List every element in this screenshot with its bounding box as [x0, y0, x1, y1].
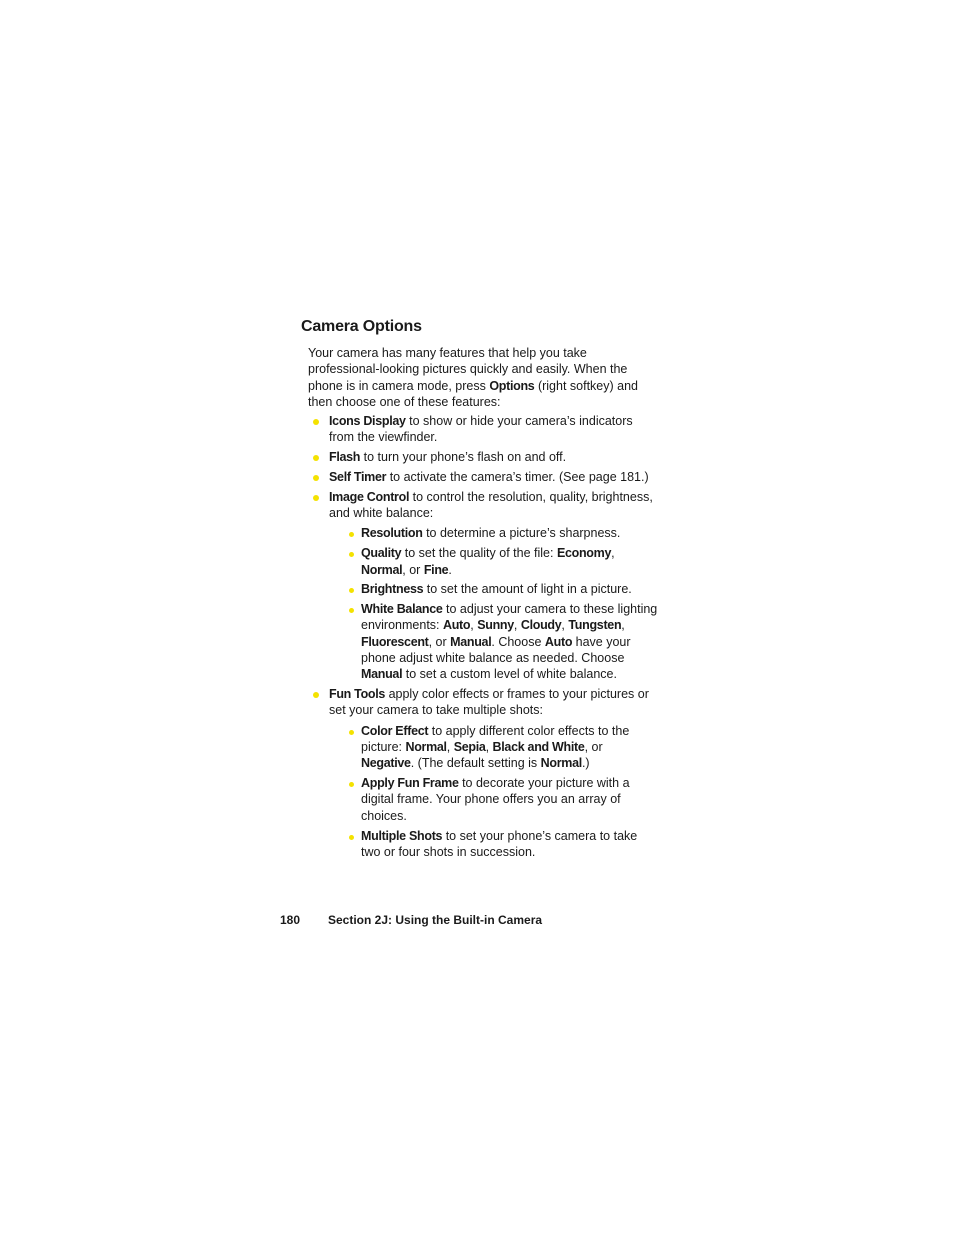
- sublist-item-color-effect: Color Effect to apply different color effects to the picture: Normal, Sepia, Black and White, or Negative. (The default setting is Normal.): [329, 723, 658, 772]
- section-heading: Camera Options: [301, 318, 422, 335]
- feature-list: [308, 413, 658, 860]
- sublist-item-apply-fun-frame: Apply Fun Frame to decorate your picture with a digital frame. Your phone offers you an array of choices.: [329, 775, 658, 824]
- sublist-item-white-balance: White Balance to adjust your camera to these lighting environments: Auto, Sunny, Cloudy, Tungsten, Fluorescent, or Manual. Choose Auto have your phone adjust white balance as needed. Choose Manual to set a custom level of white balance.: [329, 601, 658, 682]
- list-item-icons-display: Icons Display to show or hide your camera’s indicators from the viewfinder.: [308, 413, 658, 446]
- list-item-flash: Flash to turn your phone’s flash on and off.: [308, 449, 658, 465]
- sublist-item-quality: Quality to set the quality of the file: Economy, Normal, or Fine.: [329, 545, 658, 578]
- list-item-fun-tools: Fun Tools apply color effects or frames to your pictures or set your camera to take multiple shots: Color Effect to apply different color effects to the picture: Normal, Sepia, Black and White, or Negative. (The default setting is Normal.) Apply Fun Frame to decorate your picture with a digital frame. Your phone offers you an array of choices. Multiple Shots to set your phone’s camera to take two or four shots in succession.: [308, 686, 658, 860]
- image-control-sublist: [329, 525, 658, 682]
- page-number: 180: [280, 913, 301, 927]
- list-item-self-timer: Self Timer to activate the camera’s timer. (See page 181.): [308, 469, 658, 485]
- fun-tools-sublist: [329, 723, 658, 860]
- footer-section-title: Section 2J: Using the Built-in Camera: [328, 913, 543, 927]
- sublist-item-multiple-shots: Multiple Shots to set your phone’s camera to take two or four shots in succession.: [329, 828, 658, 861]
- list-item-image-control: Image Control to control the resolution, quality, brightness, and white balance: Resolution to determine a picture’s sharpness. Quality to set the quality of the file: Economy, Normal, or Fine. Brightness to set the amount of light in a picture. White Balance to adjust your camera to these lighting environments: Auto, Sunny, Cloudy, Tungsten, Fluorescent, or Manual. Choose Auto have your phone adjust white balance as needed. Choose Manual to set a custom level of white balance.: [308, 489, 658, 683]
- page-footer: [280, 913, 542, 927]
- sublist-item-brightness: Brightness to set the amount of light in a picture.: [329, 581, 658, 597]
- intro-paragraph: Your camera has many features that help you take professional-looking pictures quickly and easily. When the phone is in camera mode, press Options (right softkey) and then choose one of these features:: [308, 346, 638, 409]
- sublist-item-resolution: Resolution to determine a picture’s sharpness.: [329, 525, 658, 541]
- body-content: [308, 345, 658, 864]
